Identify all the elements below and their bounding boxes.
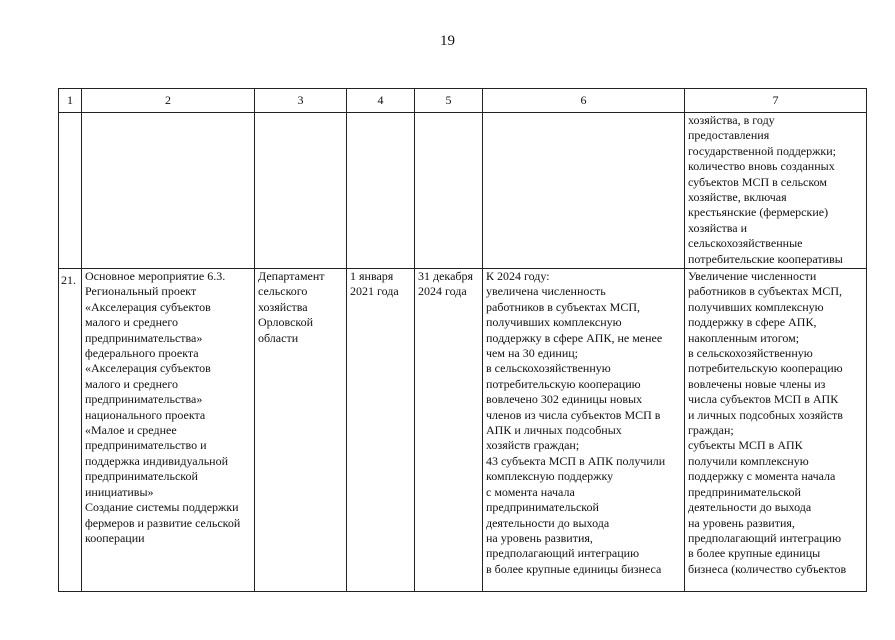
header-col-3: 3 (255, 89, 347, 113)
cell-start-date: 1 января 2021 года (347, 269, 415, 592)
header-row (59, 89, 867, 113)
cell-measure-name: Основное мероприятие 6.3. Региональный проект «Акселерация субъектов малого и среднего предпринимательства» федерального проекта «Акселерация субъектов малого и среднего предпринимательства» национального проекта «Малое и среднее предпринимательство и поддержка индивидуальной предпринимательской инициативы» Создание системы поддержки фермеров и развитие сельской кооперации (82, 269, 255, 592)
cell-end-date: 31 декабря 2024 года (415, 269, 483, 592)
cell-empty (347, 113, 415, 269)
cell-empty (82, 113, 255, 269)
page-number: 19 (440, 33, 455, 49)
header-col-6: 6 (483, 89, 685, 113)
cell-indicators: Увеличение численности работников в субъектах МСП, получивших комплексную поддержку в сфере АПК, накопленным итогом; в сельскохозяйственную потребительскую кооперацию вовлечены новые члены из числа субъектов МСП в АПК и личных подсобных хозяйств граждан; субъекты МСП в АПК получили комплексную поддержку с момента начала предпринимательской деятельности до выхода на уровень развития, предполагающий интеграцию в более крупные единицы бизнеса (количество субъектов (685, 269, 867, 592)
cell-indicators-continued: хозяйства, в году предоставления государственной поддержки; количество вновь созданных субъектов МСП в сельском хозяйстве, включая крестьянские (фермерские) хозяйства и сельскохозяйственные потребительские кооперативы (685, 113, 867, 269)
cell-empty (255, 113, 347, 269)
cell-row-number: 21. (59, 269, 82, 592)
header-col-5: 5 (415, 89, 483, 113)
cell-empty (59, 113, 82, 269)
table-row-continuation (59, 113, 867, 269)
header-col-1: 1 (59, 89, 82, 113)
header-col-4: 4 (347, 89, 415, 113)
cell-empty (415, 113, 483, 269)
cell-expected-result: К 2024 году: увеличена численность работников в субъектах МСП, получивших комплексную поддержку в сфере АПК, не менее чем на 30 единиц; в сельскохозяйственную потребительскую кооперацию вовлечено 302 единицы новых членов из числа субъектов МСП в АПК и личных подсобных хозяйств граждан; 43 субъекта МСП в АПК получили комплексную поддержку с момента начала предпринимательской деятельности до выхода на уровень развития, предполагающий интеграцию в более крупные единицы бизнеса (483, 269, 685, 592)
header-col-2: 2 (82, 89, 255, 113)
table-row-21 (59, 269, 867, 592)
cell-responsible: Департамент сельского хозяйства Орловской области (255, 269, 347, 592)
measures-table (58, 88, 867, 592)
header-col-7: 7 (685, 89, 867, 113)
cell-empty (483, 113, 685, 269)
